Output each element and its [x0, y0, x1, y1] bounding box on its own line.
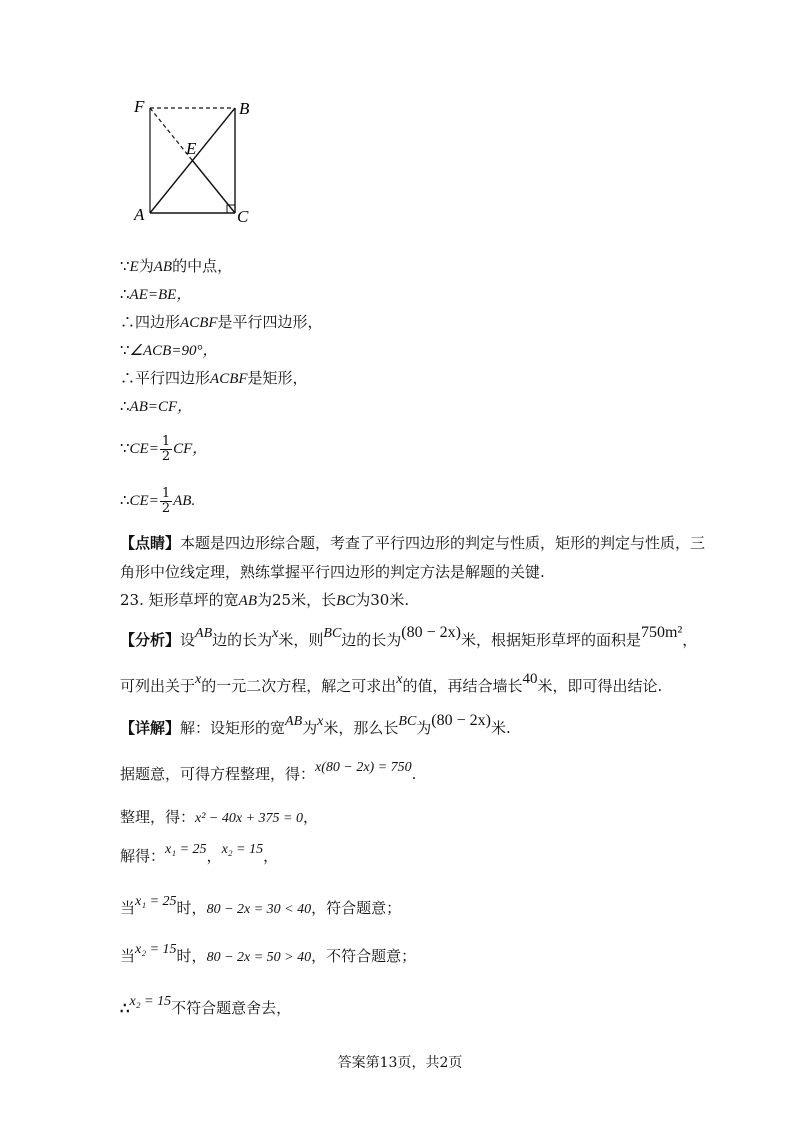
proof-text: AE=BE， — [129, 287, 192, 303]
proof-text: 为 — [138, 257, 154, 275]
proof-text: 的中点， — [172, 257, 233, 275]
analysis-var: AB — [195, 626, 213, 641]
step-text: 时， — [176, 899, 207, 917]
step-5 — [120, 942, 417, 968]
step-text: 当 — [120, 947, 136, 965]
step-math: x(80 − 2x) = 750 — [315, 760, 412, 775]
step-math: x² − 40x + 375 = 0 — [195, 811, 303, 826]
proof-line-8 — [120, 484, 195, 516]
proof-var: ACBF — [180, 315, 218, 331]
question-number: 23. — [120, 591, 144, 609]
proof-line-3 — [120, 312, 323, 333]
analysis-text: 边的长为 — [341, 631, 402, 649]
detail-tag: 【详解】 — [120, 719, 181, 737]
detail-var: AB — [285, 714, 303, 729]
analysis-area: 750m² — [641, 624, 683, 641]
fraction-denominator: 2 — [161, 500, 171, 516]
step-math: 80 − 2x = 50 > 40 — [206, 950, 312, 965]
therefore-symbol: ∴ — [120, 313, 136, 331]
label-c: C — [237, 207, 249, 226]
analysis-expr: (80 − 2x) — [401, 624, 461, 641]
step-text: ，不符合题意； — [311, 947, 417, 965]
analysis-text: 米，则 — [278, 631, 324, 649]
comment-line-2 — [120, 562, 545, 582]
label-f: F — [134, 97, 145, 116]
proof-text: AB. — [173, 493, 196, 509]
proof-text: AB=CF， — [129, 399, 193, 415]
therefore-symbol: ∴ — [120, 285, 130, 303]
label-b: B — [239, 99, 250, 118]
detail-text: 米，那么长 — [323, 719, 399, 737]
label-e: E — [186, 139, 197, 158]
step-math: 80 − 2x = 30 < 40 — [206, 902, 312, 917]
analysis-text: 米，即可得出结论. — [537, 677, 663, 695]
analysis-text: 设 — [180, 631, 196, 649]
question-23 — [120, 590, 409, 611]
step-text: . — [411, 765, 417, 783]
analysis-tag: 【分析】 — [120, 631, 181, 649]
because-symbol: ∵ — [120, 341, 130, 359]
detail-var: BC — [398, 714, 417, 729]
step-text: ， — [206, 847, 222, 865]
comment-text: 本题是四边形综合题，考查了平行四边形的判定与性质，矩形的判定与性质，三 — [180, 534, 706, 552]
question-text: 为30米. — [355, 591, 410, 609]
step-4 — [120, 894, 402, 920]
analysis-text: 边的长为 — [212, 631, 273, 649]
because-symbol: ∵ — [120, 257, 130, 275]
label-a: A — [134, 205, 145, 224]
step-3 — [120, 842, 279, 868]
therefore-symbol: ∴ — [120, 369, 136, 387]
comment-text: 角形中位线定理，熟练掌握平行四边形的判定方法是解题的关键. — [120, 563, 545, 581]
analysis-line-1 — [120, 624, 698, 652]
step-text: 据题意，可得方程整理，得： — [120, 765, 316, 783]
step-1 — [120, 760, 417, 786]
fraction — [160, 487, 172, 516]
analysis-line-2 — [120, 671, 663, 698]
question-text: 为25米，长 — [256, 591, 337, 609]
step-math: x₁ = 25 — [135, 894, 177, 909]
step-text: 当 — [120, 899, 136, 917]
proof-line-7 — [120, 432, 207, 464]
analysis-text: 可列出关于 — [120, 677, 196, 695]
step-math: x₂ = 15 — [129, 994, 172, 1009]
detail-text: 为 — [302, 719, 318, 737]
comment-tag: 【点睛】 — [120, 534, 181, 552]
step-text: 不符合题意舍去， — [171, 999, 292, 1017]
proof-text: CE= — [129, 441, 159, 457]
analysis-number: 40 — [522, 671, 538, 687]
therefore-symbol: ∴ — [120, 491, 130, 509]
proof-line-1 — [120, 256, 232, 277]
step-text: 解得： — [120, 847, 166, 865]
because-symbol: ∵ — [120, 439, 130, 457]
proof-line-4 — [120, 340, 217, 361]
analysis-var: x — [195, 672, 202, 687]
proof-var: E — [129, 259, 139, 275]
proof-text: 四边形 — [135, 313, 181, 331]
step-math: x₁ = 25 — [165, 842, 207, 857]
analysis-var: x — [396, 672, 403, 687]
page-footer: 答案第13页，共2页 — [337, 1055, 463, 1071]
analysis-text: ， — [682, 631, 698, 649]
step-math: x₂ = 15 — [221, 842, 264, 857]
step-text: ， — [302, 808, 318, 826]
step-text: ， — [263, 847, 279, 865]
detail-text: 为 — [416, 719, 432, 737]
geometry-figure — [128, 92, 268, 232]
analysis-text: 米，根据矩形草坪的面积是 — [460, 631, 641, 649]
step-text: ，符合题意； — [311, 899, 402, 917]
comment-line-1 — [120, 533, 705, 553]
detail-text: 解：设矩形的宽 — [180, 719, 286, 737]
proof-text: CF， — [173, 441, 208, 457]
proof-text: 是平行四边形， — [217, 313, 323, 331]
proof-text: 是矩形， — [247, 369, 308, 387]
fraction-denominator: 2 — [161, 448, 171, 464]
question-text: 矩形草坪的宽 — [148, 591, 239, 609]
step-math: x₂ = 15 — [135, 942, 177, 957]
step-6 — [120, 994, 292, 1020]
fraction-numerator: 1 — [161, 485, 171, 501]
proof-text: ∠ACB=90°， — [129, 343, 218, 359]
detail-var: x — [317, 714, 324, 729]
question-var: BC — [336, 593, 356, 609]
fraction — [160, 435, 172, 464]
step-2 — [120, 807, 318, 829]
analysis-var: x — [272, 626, 279, 641]
step-text: 整理，得： — [120, 808, 196, 826]
proof-text: CE= — [129, 493, 159, 509]
proof-line-5 — [120, 368, 308, 389]
fraction-numerator: 1 — [161, 433, 171, 449]
proof-var: ACBF — [210, 371, 248, 387]
question-var: AB — [238, 593, 257, 609]
step-text: 时， — [176, 947, 207, 965]
analysis-text: 的值，再结合墙长 — [402, 677, 523, 695]
proof-text: 平行四边形 — [135, 369, 211, 387]
detail-text: 米. — [490, 719, 511, 737]
detail-line — [120, 712, 511, 740]
analysis-text: 的一元二次方程，解之可求出 — [201, 677, 397, 695]
therefore-symbol: ∴ — [120, 999, 130, 1017]
proof-var: AB — [153, 259, 173, 275]
proof-line-2 — [120, 284, 191, 305]
analysis-var: BC — [323, 626, 342, 641]
therefore-symbol: ∴ — [120, 397, 130, 415]
proof-line-6 — [120, 396, 192, 417]
detail-expr: (80 − 2x) — [431, 712, 491, 729]
